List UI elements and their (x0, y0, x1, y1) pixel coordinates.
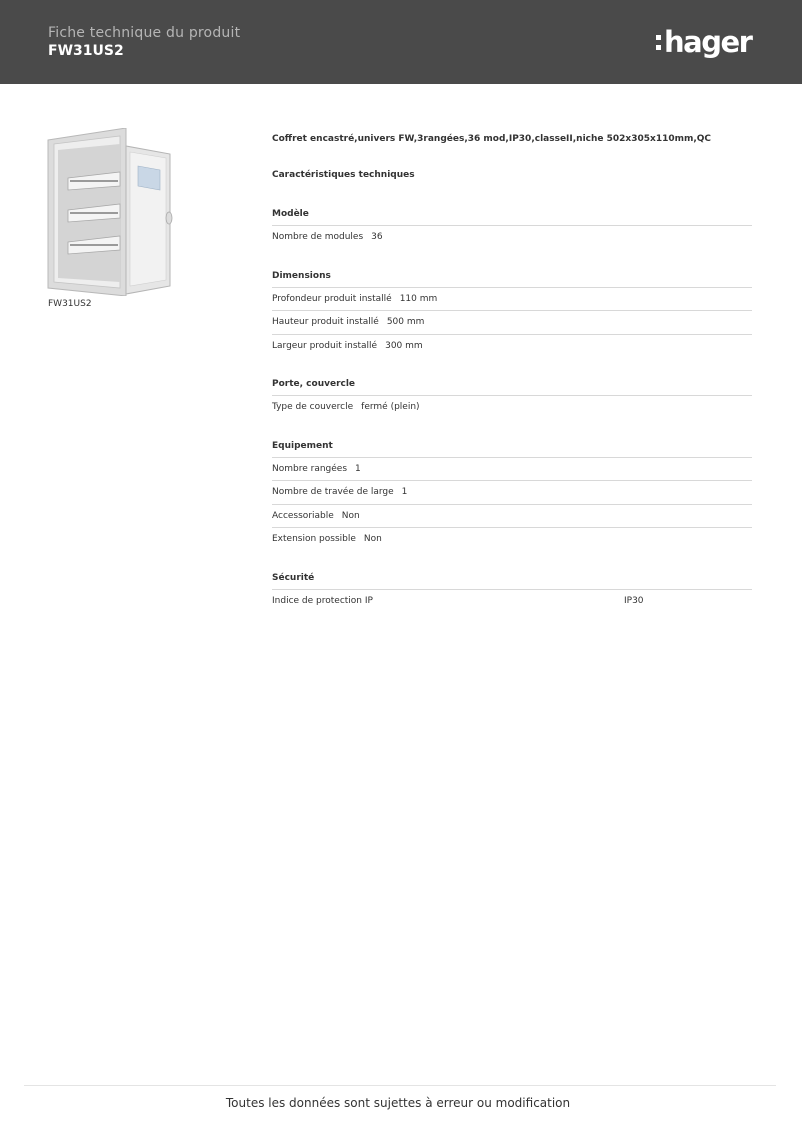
section-title: Sécurité (272, 573, 752, 590)
section-heading-characteristics: Caractéristiques techniques (272, 170, 415, 180)
section-equipement (272, 441, 752, 552)
spec-value: 1 (355, 463, 361, 474)
spec-row (272, 458, 752, 482)
spec-value: IP30 (624, 595, 644, 606)
logo-wordmark: hager (664, 24, 752, 59)
spec-row (272, 590, 752, 614)
logo-colon-icon (656, 35, 661, 50)
spec-label: Indice de protection IP (272, 595, 373, 606)
spec-value: 110 mm (399, 293, 438, 304)
section-securite (272, 573, 752, 614)
spec-value: Non (341, 510, 360, 521)
distribution-cabinet-icon (46, 128, 176, 296)
spec-row (272, 311, 752, 335)
spec-label: Extension possible (272, 534, 356, 544)
spec-value: 1 (401, 487, 408, 497)
section-modele (272, 209, 752, 250)
footer-disclaimer: Toutes les données sont sujettes à erreur ou modification (225, 1096, 571, 1110)
spec-row (272, 288, 752, 312)
spec-label: Type de couvercle (272, 402, 354, 412)
spec-value: 36 (371, 232, 383, 242)
section-title: Equipement (272, 441, 752, 458)
spec-row (272, 226, 752, 250)
spec-row (272, 396, 752, 420)
spec-value: fermé (plein) (361, 402, 420, 412)
spec-value: 500 mm (386, 317, 425, 327)
footer-divider (24, 1085, 776, 1086)
section-title: Dimensions (272, 271, 752, 288)
spec-label: Largeur produit installé (272, 340, 378, 351)
technical-sheet (272, 134, 752, 613)
spec-label: Hauteur produit installé (272, 317, 379, 327)
section-title: Modèle (272, 209, 752, 226)
spec-row (272, 505, 752, 529)
spec-value: Non (363, 534, 382, 544)
product-image-caption: FW31US2 (48, 299, 92, 309)
spec-row (272, 481, 752, 505)
section-porte-couvercle (272, 379, 752, 420)
spec-label: Nombre de modules (272, 232, 364, 242)
spec-label: Nombre rangées (272, 463, 348, 474)
spec-value: 300 mm (385, 340, 423, 351)
hager-logo (656, 22, 751, 62)
section-title: Porte, couvercle (272, 379, 752, 396)
spec-label: Profondeur produit installé (272, 293, 392, 304)
product-reference: FW31US2 (48, 43, 124, 59)
page-header (0, 0, 802, 84)
spec-label: Nombre de travée de large (272, 487, 394, 497)
document-type: Fiche technique du produit (48, 25, 241, 41)
spec-row (272, 528, 752, 552)
section-dimensions (272, 271, 752, 359)
spec-label: Accessoriable (272, 510, 334, 521)
product-description: Coffret encastré,univers FW,3rangées,36 mod,IP30,classeII,niche 502x305x110mm,QC (272, 134, 712, 144)
spec-row (272, 335, 752, 359)
